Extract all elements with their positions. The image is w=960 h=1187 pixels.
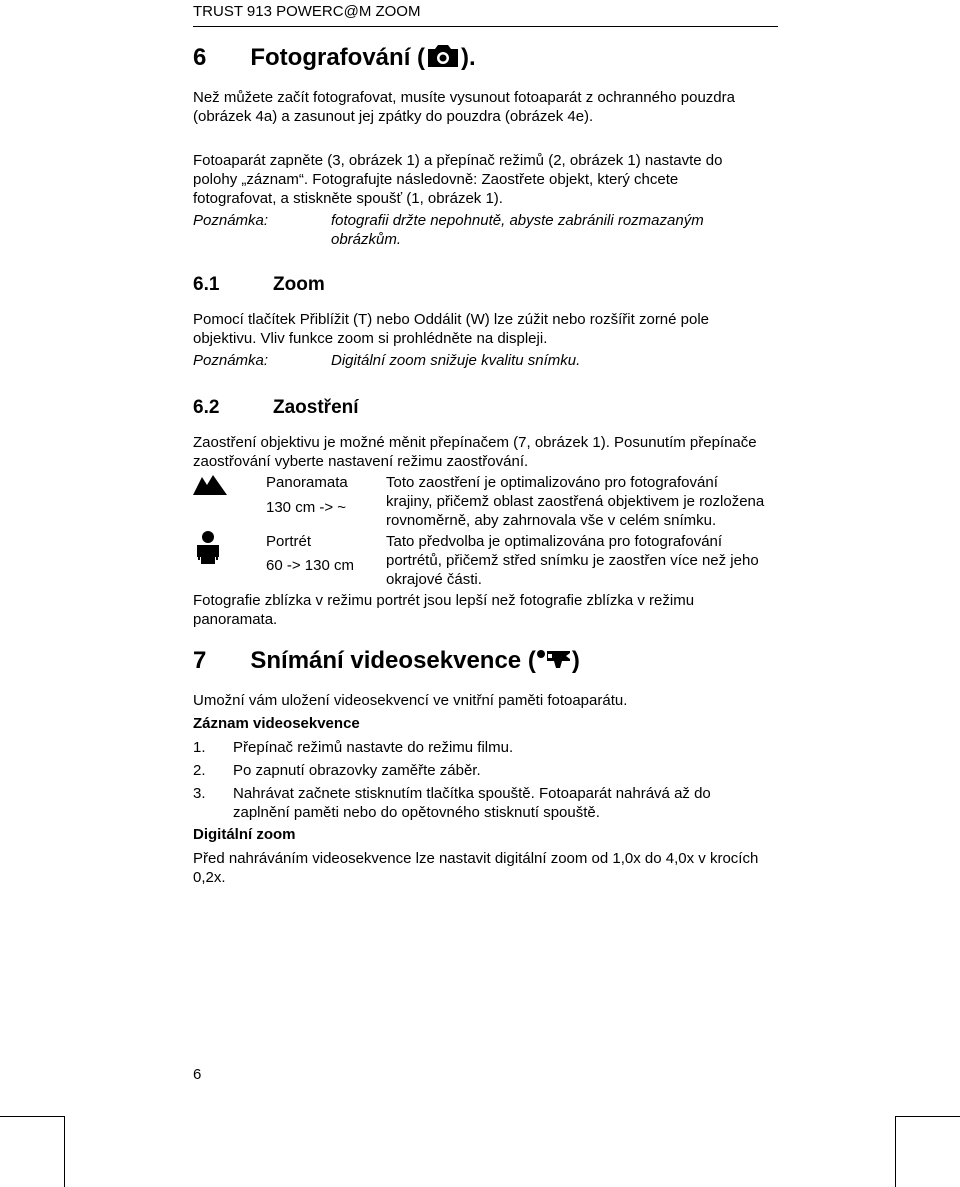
text-line: okrajové části. (386, 571, 482, 588)
note-label: Poznámka: (193, 212, 269, 229)
text-line: portrétů, přičemž střed snímku je zaostřen více než jeho (386, 552, 759, 569)
text-line: Nahrávat začnete stisknutím tlačítka spouště. Fotoaparát nahrává až do (233, 785, 711, 802)
focus-mode-name: Panoramata (266, 474, 348, 491)
section-6-number: 6 (193, 44, 207, 71)
crop-mark-right-vertical (895, 1116, 896, 1187)
header-title: TRUST 913 POWERC@M ZOOM (193, 3, 421, 20)
digital-zoom-paragraph (193, 849, 758, 887)
section-6-1-title: Zoom (273, 274, 325, 295)
mountain-icon (193, 473, 227, 495)
crop-mark-right-horizontal (895, 1116, 960, 1117)
step-text (233, 784, 711, 822)
text-line: Než můžete začít fotografovat, musíte vysunout fotoaparát z ochranného pouzdra (193, 89, 735, 106)
text-line: Pomocí tlačítek Přiblížit (T) nebo Oddálit (W) lze zúžit nebo rozšířit zorné pole (193, 311, 710, 328)
section-7-heading (193, 646, 580, 676)
focus-mode-range: 130 cm -> ~ (266, 499, 347, 516)
note-label: Poznámka: (193, 352, 269, 369)
section-6-2-number: 6.2 (193, 397, 220, 418)
section-6-heading (193, 43, 476, 73)
section-6-2-heading (193, 396, 359, 420)
focus-mode-name: Portrét (266, 533, 312, 550)
video-camera-icon (536, 648, 572, 670)
crop-mark-left-vertical (64, 1116, 65, 1187)
focus-mode-description (386, 473, 764, 530)
section-7-intro: Umožní vám uložení videosekvencí ve vnitřní paměti fotoaparátu. (193, 692, 628, 709)
focus-mode-range: 60 -> 130 cm (266, 557, 354, 574)
section-7-title-prefix: Snímání videosekvence ( (250, 647, 536, 674)
subheading-video-recording: Záznam videosekvence (193, 715, 360, 732)
text-line: krajiny, přičemž oblast zaostřená objektivem je rozložena (386, 493, 765, 510)
text-line: Fotoaparát zapněte (3, obrázek 1) a přepínač režimů (2, obrázek 1) nastavte do (193, 152, 723, 169)
page-number: 6 (193, 1066, 202, 1083)
subheading-digital-zoom: Digitální zoom (193, 826, 296, 843)
section-6-paragraph-2 (193, 151, 722, 208)
text-line: polohy „záznam“. Fotografujte následovně: Zaostřete objekt, který chcete (193, 171, 679, 188)
text-line: fotografovat, a stiskněte spoušť (1, obrázek 1). (193, 190, 503, 207)
step-text: Přepínač režimů nastavte do režimu filmu. (233, 739, 514, 756)
text-line: Tato předvolba je optimalizována pro fotografování (386, 533, 723, 550)
text-line: rovnoměrně, aby zahrnovala vše v celém snímku. (386, 512, 717, 529)
section-7-title-suffix: ) (571, 647, 580, 674)
section-6-1-number: 6.1 (193, 274, 220, 295)
running-header (193, 2, 778, 27)
text-line: Toto zaostření je optimalizováno pro fotografování (386, 474, 718, 491)
text-line: Zaostření objektivu je možné měnit přepínačem (7, obrázek 1). Posunutím přepínače (193, 434, 757, 451)
step-number: 1. (193, 739, 206, 756)
text-line: zaostřování vyberte nastavení režimu zaostřování. (193, 453, 529, 470)
text-line: 0,2x. (193, 869, 226, 886)
section-6-2-closing (193, 591, 694, 629)
note-text: Digitální zoom snižuje kvalitu snímku. (331, 352, 581, 369)
step-text: Po zapnutí obrazovky zaměřte záběr. (233, 762, 481, 779)
section-6-2-title: Zaostření (273, 397, 359, 418)
focus-mode-description (386, 532, 759, 589)
text-line: fotografii držte nepohnutě, abyste zabránili rozmazaným (331, 212, 704, 229)
text-line: panoramata. (193, 611, 278, 628)
text-line: Fotografie zblízka v režimu portrét jsou lepší než fotografie zblízka v režimu (193, 592, 695, 609)
text-line: (obrázek 4a) a zasunout jej zpátky do pouzdra (obrázek 4e). (193, 108, 594, 125)
section-6-1-paragraph (193, 310, 709, 348)
text-line: zaplnění paměti nebo do opětovného stisknutí spouště. (233, 804, 600, 821)
text-line: obrázkům. (331, 231, 402, 248)
step-number: 3. (193, 785, 206, 802)
section-6-title-suffix: ). (461, 44, 476, 71)
section-6-paragraph-1 (193, 88, 735, 126)
crop-mark-left-horizontal (0, 1116, 64, 1117)
section-6-title-prefix: Fotografování ( (250, 44, 426, 71)
section-6-2-paragraph (193, 433, 757, 471)
step-number: 2. (193, 762, 206, 779)
portrait-icon (195, 530, 221, 564)
section-7-number: 7 (193, 647, 207, 674)
text-line: Před nahráváním videosekvence lze nastavit digitální zoom od 1,0x do 4,0x v krocích (193, 850, 759, 867)
note-text (331, 211, 704, 249)
camera-icon (425, 44, 461, 68)
text-line: objektivu. Vliv funkce zoom si prohlédněte na displeji. (193, 330, 548, 347)
section-6-1-heading (193, 273, 325, 297)
